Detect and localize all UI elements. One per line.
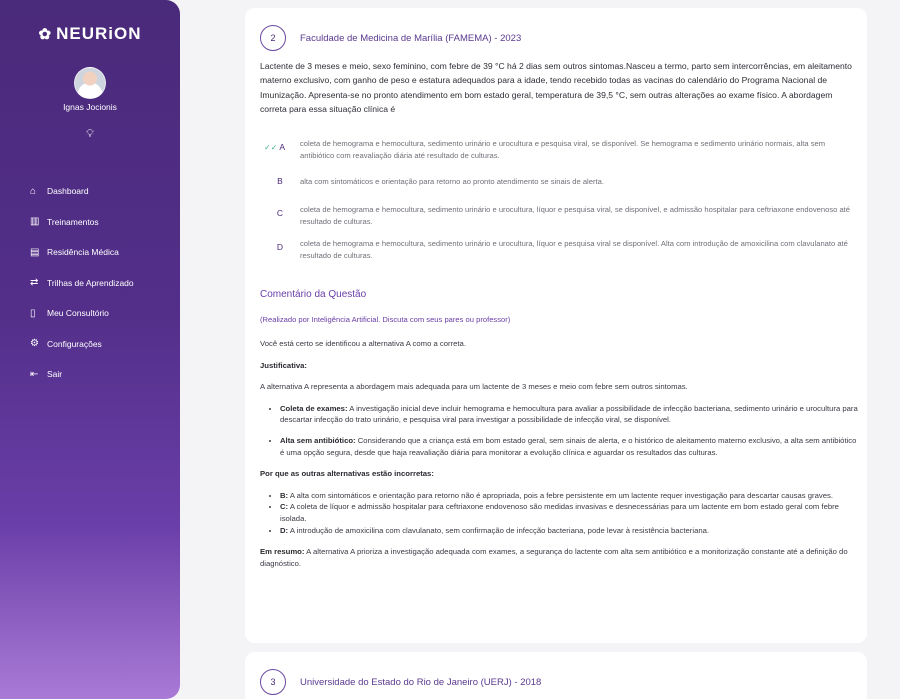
- double-check-icon: ✓✓: [264, 143, 278, 152]
- sidebar-item-treinamentos[interactable]: [30, 207, 134, 238]
- alternative-text: coleta de hemograma e hemocultura, sedimento urinário e urocultura, líquor e pesquisa viral se disponível. Alta com introdução de amoxicilina com clavulanato até resultado de culturas.: [300, 239, 848, 260]
- alternative-letter: D: [276, 242, 284, 252]
- sidebar-item-label: Configurações: [47, 338, 102, 349]
- sidebar-nav: [30, 176, 134, 390]
- comment-subtitle: (Realizado por Inteligência Artificial. Discuta com seus pares ou professor): [260, 315, 511, 324]
- list-item: • Alta sem antibiótico: Considerando que a criança está em bom estado geral, sem sinais de alerta, e o histórico de aleitamento materno exclusivo, a alta sem antibiótico é uma opção segura, desde que haja reavaliação diária para monitorar a evolução clínica e aguardar os resultados das culturas.: [280, 435, 858, 458]
- next-question-card: [245, 652, 867, 699]
- home-icon: ⌂: [30, 185, 37, 197]
- list-item: • C: A coleta de líquor e admissão hospitalar para ceftriaxone endovenoso são medidas invasivas e desnecessárias para um lactente em bom estado geral com febre isolada.: [280, 501, 858, 524]
- comment-title: Comentário da Questão: [260, 289, 367, 300]
- alternative-text: alta com sintomáticos e orientação para retorno ao pronto atendimento se sinais de alerta.: [300, 177, 604, 186]
- justification-text: A alternativa A representa a abordagem mais adequada para um lactente de 3 meses e meio com febre sem outros sintomas.: [260, 382, 688, 392]
- question-stem: Lactente de 3 meses e meio, sexo feminino, com febre de 39 °C há 2 dias sem outros sintomas.Nasceu a termo, parto sem intercorrências, em aleitamento materno exclusivo, com ganho de peso e estatura adequados para a idade, tendo recebido todas as vacinas do calendário do Programa Nacional de Imunização. Apresenta-se no pronto atendimento em bom estado geral, temperatura de 39,5 °C, sem outras alterações ao exame físico. A abordagem correta para essa situação clínica é: [260, 61, 852, 114]
- summary: Em resumo: A alternativa A prioriza a investigação adequada com exames, a segurança do lactente com alta sem antibiótico e a monitorização constante até a definição do diagnóstico.: [260, 547, 848, 568]
- alternative-letter: ✓✓ A: [264, 142, 286, 152]
- alternative-a[interactable]: [260, 138, 858, 172]
- wrong-label: Por que as outras alternativas estão incorretas:: [260, 469, 434, 479]
- alternatives-list: [260, 138, 858, 272]
- sidebar-item-consultorio[interactable]: [30, 298, 134, 329]
- sidebar: [0, 0, 180, 699]
- books-icon: ▥: [30, 216, 40, 228]
- neuron-logo-icon: ✿: [38, 26, 53, 43]
- sidebar-item-label: Dashboard: [47, 186, 89, 197]
- logo[interactable]: [0, 24, 180, 44]
- logout-icon: ⇤: [30, 368, 39, 380]
- question-header: [260, 669, 541, 695]
- sidebar-item-label: Meu Consultório: [47, 308, 109, 319]
- comment-body: [260, 338, 858, 579]
- route-icon: ⇄: [30, 277, 39, 289]
- question-title: Universidade do Estado do Rio de Janeiro (UERJ) - 2018: [300, 676, 542, 688]
- lightbulb-icon[interactable]: 💡︎: [86, 128, 94, 140]
- avatar[interactable]: [74, 67, 106, 99]
- sidebar-item-sair[interactable]: [30, 359, 134, 390]
- question-title: Faculdade de Medicina de Marília (FAMEMA) - 2023: [300, 32, 522, 44]
- sidebar-item-trilhas[interactable]: [30, 268, 134, 299]
- justification-label: Justificativa:: [260, 360, 307, 370]
- alternative-b[interactable]: [260, 172, 858, 204]
- sidebar-item-dashboard[interactable]: [30, 176, 134, 207]
- question-card: [245, 8, 867, 643]
- list-item: • Coleta de exames: A investigação inicial deve incluir hemograma e hemocultura para avaliar a possibilidade de infecção bacteriana, sedimento urinário e urocultura para descartar infecção do trato urinário, e pesquisa viral para investigar a possibilidade de infecção viral, se disponível.: [280, 403, 858, 426]
- alternative-letter: C: [276, 208, 284, 218]
- sidebar-item-configuracoes[interactable]: [30, 329, 134, 360]
- wrong-alternatives: [280, 490, 858, 536]
- question-header: [260, 25, 521, 51]
- alternative-text: coleta de hemograma e hemocultura, sedimento urinário e urocultura e pesquisa viral, se disponível. Se hemograma e sedimento urinário normais, alta sem antibiótico com reavaliação diária até resultado de culturas.: [300, 139, 826, 160]
- book-icon: ▤: [30, 246, 40, 258]
- question-number: 2: [260, 25, 286, 51]
- gear-icon: ⚙: [30, 338, 39, 350]
- alternative-d[interactable]: [260, 238, 858, 272]
- justification-points: [280, 403, 858, 458]
- clipboard-icon: ▯: [30, 307, 36, 319]
- sidebar-item-label: Residência Médica: [47, 247, 119, 258]
- alternative-c[interactable]: [260, 204, 858, 238]
- alternative-text: coleta de hemograma e hemocultura, sedimento urinário e urocultura, líquor e pesquisa viral, se disponível, e admissão hospitalar para ceftriaxone endovenoso até resultado de culturas.: [300, 205, 851, 226]
- sidebar-item-label: Sair: [47, 369, 63, 380]
- user-name: Ignas Jocionis: [63, 102, 117, 112]
- sidebar-item-label: Trilhas de Aprendizado: [47, 277, 134, 288]
- list-item: • B: A alta com sintomáticos e orientação para retorno não é apropriada, pois a febre persistente em um lactente requer investigação para descartar causas graves.: [280, 490, 858, 502]
- list-item: • D: A introdução de amoxicilina com clavulanato, sem confirmação de infecção bacteriana, pode levar à resistência bacteriana.: [280, 525, 858, 537]
- sidebar-item-label: Treinamentos: [47, 216, 99, 227]
- sidebar-item-residencia-medica[interactable]: [30, 237, 134, 268]
- question-number: 3: [260, 669, 286, 695]
- comment-intro: Você está certo se identificou a alternativa A como a correta.: [260, 339, 466, 348]
- logo-text: NEURiON: [56, 24, 142, 43]
- alternative-letter: B: [277, 176, 283, 186]
